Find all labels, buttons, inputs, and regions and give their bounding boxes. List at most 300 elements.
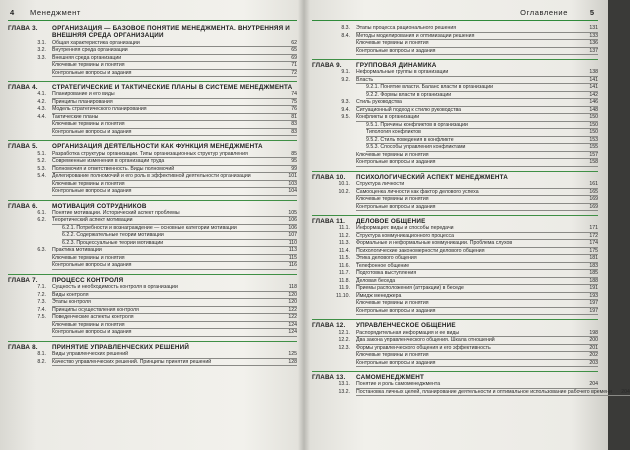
entry-page: 181 bbox=[580, 255, 598, 263]
running-title: Оглавление bbox=[520, 8, 568, 17]
toc-entry bbox=[8, 70, 297, 78]
toc-entry bbox=[312, 40, 598, 48]
toc-entry bbox=[312, 114, 598, 122]
entry-number bbox=[312, 360, 356, 368]
chapter-block bbox=[8, 341, 297, 366]
entry-number: 11.1. bbox=[338, 225, 350, 232]
entry-number bbox=[312, 137, 366, 145]
entry-page: 125 bbox=[279, 351, 297, 359]
toc-entry bbox=[8, 255, 297, 263]
entry-page: 81 bbox=[279, 114, 297, 122]
toc-entry bbox=[312, 255, 598, 263]
toc-entry bbox=[8, 129, 297, 137]
entry-number bbox=[8, 329, 52, 337]
entry-number bbox=[312, 92, 366, 100]
entry-page: 124 bbox=[279, 329, 297, 337]
table-of-contents-left bbox=[8, 23, 297, 366]
entry-page: 204 bbox=[612, 389, 630, 397]
toc-entry bbox=[8, 262, 297, 270]
toc-entry bbox=[312, 278, 598, 286]
entry-title: Делегирование полномочий и его роль в эффективной деятельности организации bbox=[52, 173, 279, 181]
entry-page: 146 bbox=[580, 99, 598, 107]
entry-number bbox=[8, 225, 62, 233]
entry-title: Качество управленческих решений. Принципы принятия решений bbox=[52, 359, 279, 367]
entry-title: Сущность и необходимость контроля в организации bbox=[52, 284, 279, 292]
chapter-heading bbox=[312, 374, 598, 381]
entry-page: 113 bbox=[279, 247, 297, 255]
entry-title: Принципы осуществления контроля bbox=[52, 307, 279, 315]
entry-number: 7.3. bbox=[37, 299, 46, 306]
entry-title: Контрольные вопросы и задания bbox=[356, 308, 580, 316]
chapter-label: ГЛАВА 11. bbox=[312, 218, 346, 226]
entry-number bbox=[8, 232, 62, 240]
entry-number: 6.1. bbox=[37, 209, 46, 216]
entry-page: 120 bbox=[279, 292, 297, 300]
entry-number: 7.2. bbox=[37, 291, 46, 298]
chapter-label: ГЛАВА 12. bbox=[312, 322, 346, 330]
entry-title: Контрольные вопросы и задания bbox=[356, 204, 580, 212]
entry-title: Контрольные вопросы и задания bbox=[52, 70, 279, 78]
entry-number bbox=[312, 144, 366, 152]
toc-entry bbox=[8, 47, 297, 55]
entry-number: 7.1. bbox=[37, 284, 46, 291]
entry-title: Ключевые термины и понятия bbox=[356, 40, 580, 48]
entry-page: 71 bbox=[279, 62, 297, 70]
toc-entry bbox=[312, 181, 598, 189]
entry-title: Этика делового общения bbox=[356, 255, 580, 263]
entry-page: 136 bbox=[580, 40, 598, 48]
entry-number: 5.3. bbox=[37, 165, 46, 172]
entry-title: Современные изменения в организации труда bbox=[52, 158, 279, 166]
entry-page: 105 bbox=[279, 210, 297, 218]
entry-number: 11.6. bbox=[338, 262, 350, 269]
entry-number bbox=[312, 196, 356, 204]
entry-page: 198 bbox=[580, 330, 598, 338]
toc-entry bbox=[312, 69, 598, 77]
entry-title: Подготовка выступления bbox=[356, 270, 580, 278]
entry-page: 103 bbox=[279, 181, 297, 189]
entry-page: 169 bbox=[580, 204, 598, 212]
toc-entry bbox=[312, 196, 598, 204]
toc-entry bbox=[8, 106, 297, 114]
entry-page: 185 bbox=[580, 270, 598, 278]
entry-number: 13.2. bbox=[338, 388, 350, 395]
chapter-label: ГЛАВА 4. bbox=[8, 84, 38, 92]
left-page bbox=[8, 6, 297, 444]
entry-number bbox=[8, 262, 52, 270]
page-number: 5 bbox=[589, 8, 594, 17]
entry-number: 12.1. bbox=[338, 329, 350, 336]
toc-entry bbox=[8, 232, 297, 240]
chapter-block bbox=[8, 200, 297, 270]
toc-entry bbox=[8, 329, 297, 337]
entry-number bbox=[8, 62, 52, 70]
entry-title: Ключевые термины и понятия bbox=[52, 62, 279, 70]
entry-title: Этапы контроля bbox=[52, 299, 279, 307]
entry-number bbox=[8, 322, 52, 330]
entry-number bbox=[312, 152, 356, 160]
chapter-label: ГЛАВА 6. bbox=[8, 202, 38, 210]
entry-page: 150 bbox=[580, 114, 598, 122]
entry-number bbox=[312, 129, 366, 137]
entry-title: 9.5.1. Причины конфликтов в организации bbox=[366, 122, 580, 130]
entry-title: Телефонное общение bbox=[356, 263, 580, 271]
entry-title: Полномочия и ответственность. Виды полномочий bbox=[52, 166, 279, 174]
entry-title: Контрольные вопросы и задания bbox=[52, 262, 279, 270]
entry-title: Понятие мотивации. Исторический аспект проблемы bbox=[52, 210, 279, 218]
entry-title: Ключевые термины и понятия bbox=[52, 181, 279, 189]
entry-page: 150 bbox=[580, 122, 598, 130]
entry-title: Принципы планирования bbox=[52, 99, 279, 107]
entry-number: 8.4. bbox=[341, 32, 350, 39]
entry-number: 9.5. bbox=[341, 114, 350, 121]
entry-page: 115 bbox=[279, 255, 297, 263]
toc-entry bbox=[8, 225, 297, 233]
toc-entry bbox=[312, 25, 598, 33]
chapter-label: ГЛАВА 5. bbox=[8, 143, 38, 151]
chapter-label: ГЛАВА 3. bbox=[8, 25, 38, 32]
entry-number bbox=[312, 300, 356, 308]
chapter-label: ГЛАВА 7. bbox=[8, 276, 38, 284]
toc-entry bbox=[312, 92, 598, 100]
entry-title: Практика мотивации bbox=[52, 247, 279, 255]
entry-title: Неформальные группы в организации bbox=[356, 69, 580, 77]
entry-page: 118 bbox=[279, 284, 297, 292]
toc-entry bbox=[312, 263, 598, 271]
entry-number: 8.2. bbox=[37, 358, 46, 365]
entry-title: Самооценка личности как фактор делового успеха bbox=[356, 189, 580, 197]
toc-entry bbox=[8, 247, 297, 255]
entry-page: 191 bbox=[580, 285, 598, 293]
entry-title: Деловая беседа bbox=[356, 278, 580, 286]
toc-entry bbox=[312, 77, 598, 85]
toc-entry bbox=[312, 240, 598, 248]
chapter-heading bbox=[8, 344, 297, 351]
toc-entry bbox=[8, 299, 297, 307]
left-page-header bbox=[8, 6, 297, 21]
entry-title: Власть bbox=[356, 77, 580, 85]
entry-number: 12.2. bbox=[338, 337, 350, 344]
entry-page: 83 bbox=[279, 129, 297, 137]
toc-entry bbox=[8, 158, 297, 166]
entry-page: 200 bbox=[580, 337, 598, 345]
chapter-heading bbox=[8, 203, 297, 210]
entry-page: 131 bbox=[580, 25, 598, 33]
entry-page: 157 bbox=[580, 152, 598, 160]
entry-title: Формальные и неформальные коммуникации. Проблема слухов bbox=[356, 240, 580, 248]
toc-entry bbox=[8, 351, 297, 359]
entry-number: 6.3. bbox=[37, 247, 46, 254]
entry-page: 65 bbox=[279, 47, 297, 55]
entry-number: 7.4. bbox=[37, 306, 46, 313]
entry-title: Психологические закономерности делового общения bbox=[356, 248, 580, 256]
entry-number bbox=[312, 352, 356, 360]
entry-title: Ситуационный подход к стилю руководства bbox=[356, 107, 580, 115]
toc-entry bbox=[312, 48, 598, 56]
toc-entry bbox=[8, 322, 297, 330]
entry-page: 75 bbox=[279, 99, 297, 107]
entry-number: 3.3. bbox=[37, 54, 46, 61]
toc-entry bbox=[312, 137, 598, 145]
entry-number: 10.1. bbox=[338, 181, 350, 188]
entry-page: 171 bbox=[580, 225, 598, 233]
entry-number: 9.1. bbox=[341, 69, 350, 76]
entry-title: 6.2.1. Потребности и вознаграждение — основные категории мотивации bbox=[62, 225, 279, 233]
entry-number: 5.1. bbox=[37, 150, 46, 157]
entry-number bbox=[312, 204, 356, 212]
entry-title: Два закона управленческого общения. Шкала отношений bbox=[356, 337, 580, 345]
entry-number bbox=[312, 84, 366, 92]
chapter-block bbox=[8, 140, 297, 195]
entry-title: Распорядительная информация и ее виды bbox=[356, 330, 580, 338]
entry-page: 85 bbox=[279, 151, 297, 159]
entry-number: 9.4. bbox=[341, 106, 350, 113]
entry-number bbox=[312, 159, 356, 167]
entry-title: 9.5.2. Стиль поведения в конфликте bbox=[366, 137, 580, 145]
entry-page: 76 bbox=[279, 106, 297, 114]
entry-page: 155 bbox=[580, 144, 598, 152]
entry-title: Ключевые термины и понятия bbox=[356, 152, 580, 160]
entry-title: Разработка структуры организации. Типы организационных структур управления bbox=[52, 151, 279, 159]
entry-title: Контрольные вопросы и задания bbox=[356, 159, 580, 167]
entry-number: 8.1. bbox=[37, 351, 46, 358]
chapter-label: ГЛАВА 10. bbox=[312, 173, 346, 181]
entry-number: 11.3. bbox=[338, 240, 350, 247]
chapter-title: ПРОЦЕСС КОНТРОЛЯ bbox=[52, 276, 124, 284]
entry-page: 101 bbox=[279, 173, 297, 181]
table-of-contents-right bbox=[312, 23, 630, 396]
toc-entry bbox=[312, 293, 598, 301]
entry-page: 95 bbox=[279, 158, 297, 166]
toc-entry bbox=[312, 381, 598, 389]
entry-title: Стиль руководства bbox=[356, 99, 580, 107]
entry-title: Структура личности bbox=[356, 181, 580, 189]
entry-number: 13.1. bbox=[338, 381, 350, 388]
entry-title: Поведенческие аспекты контроля bbox=[52, 314, 279, 322]
chapter-heading bbox=[8, 143, 297, 150]
toc-entry bbox=[312, 270, 598, 278]
entry-page: 74 bbox=[279, 91, 297, 99]
entry-page: 172 bbox=[580, 233, 598, 241]
entry-number bbox=[8, 181, 52, 189]
toc-entry bbox=[312, 300, 598, 308]
toc-entry bbox=[312, 233, 598, 241]
entry-page: 165 bbox=[580, 189, 598, 197]
toc-entry bbox=[8, 307, 297, 315]
entry-number bbox=[8, 70, 52, 78]
entry-title: 6.2.2. Содержательные теории мотивации bbox=[62, 232, 279, 240]
entry-page: 174 bbox=[580, 240, 598, 248]
chapter-heading bbox=[312, 62, 598, 69]
chapter-block bbox=[312, 319, 598, 367]
entry-title: Контрольные вопросы и задания bbox=[356, 48, 580, 56]
chapter-block bbox=[8, 274, 297, 337]
toc-entry bbox=[312, 204, 598, 212]
entry-number bbox=[8, 129, 52, 137]
entry-number: 11.10. bbox=[335, 292, 350, 299]
entry-number bbox=[8, 240, 62, 248]
entry-title: Тактические планы bbox=[52, 114, 279, 122]
chapter-title: ДЕЛОВОЕ ОБЩЕНИЕ bbox=[356, 218, 426, 226]
entry-number: 11.8. bbox=[338, 277, 350, 284]
entry-page: 150 bbox=[580, 129, 598, 137]
entry-page: 161 bbox=[580, 181, 598, 189]
chapter-block bbox=[312, 59, 598, 167]
entry-title: Имидж менеджера bbox=[356, 293, 580, 301]
entry-number: 3.1. bbox=[37, 39, 46, 46]
entry-page: 104 bbox=[279, 188, 297, 196]
chapter-block bbox=[312, 215, 598, 315]
toc-entry bbox=[312, 248, 598, 256]
entry-title: Контрольные вопросы и задания bbox=[52, 329, 279, 337]
chapter-title: СТРАТЕГИЧЕСКИЕ И ТАКТИЧЕСКИЕ ПЛАНЫ В СИСТЕМЕ МЕНЕДЖМЕНТА bbox=[52, 84, 293, 92]
toc-entry bbox=[312, 107, 598, 115]
toc-entry bbox=[8, 173, 297, 181]
running-title: Менеджмент bbox=[30, 8, 81, 17]
chapter-heading bbox=[8, 25, 297, 40]
entry-page: 107 bbox=[279, 232, 297, 240]
entry-title: Контрольные вопросы и задания bbox=[52, 129, 279, 137]
page-number: 4 bbox=[10, 8, 15, 17]
toc-entry bbox=[312, 360, 598, 368]
chapter-heading bbox=[312, 322, 598, 329]
toc-entry bbox=[8, 55, 297, 63]
entry-number: 9.2. bbox=[341, 76, 350, 83]
entry-page: 141 bbox=[580, 77, 598, 85]
entry-title: Планирование и его виды bbox=[52, 91, 279, 99]
entry-number: 11.9. bbox=[338, 285, 350, 292]
toc-entry bbox=[312, 122, 598, 130]
entry-title: Виды управленческих решений bbox=[52, 351, 279, 359]
entry-number bbox=[312, 48, 356, 56]
entry-title: Контрольные вопросы и задания bbox=[356, 360, 580, 368]
toc-entry bbox=[312, 144, 598, 152]
entry-title: Модель стратегического планирования bbox=[52, 106, 279, 114]
toc-entry bbox=[312, 99, 598, 107]
entry-page: 153 bbox=[580, 137, 598, 145]
entry-page: 120 bbox=[279, 299, 297, 307]
chapter-heading bbox=[312, 218, 598, 225]
entry-title: Конфликты в организации bbox=[356, 114, 580, 122]
toc-entry bbox=[8, 151, 297, 159]
entry-number: 3.2. bbox=[37, 47, 46, 54]
toc-entry bbox=[312, 352, 598, 360]
entry-page: 175 bbox=[580, 248, 598, 256]
toc-entry bbox=[8, 121, 297, 129]
entry-number: 5.4. bbox=[37, 173, 46, 180]
toc-entry bbox=[8, 40, 297, 48]
entry-number: 11.4. bbox=[338, 247, 350, 254]
entry-number bbox=[312, 308, 356, 316]
toc-entry bbox=[312, 225, 598, 233]
entry-page: 99 bbox=[279, 166, 297, 174]
chapter-block bbox=[312, 371, 630, 396]
chapter-title: ОРГАНИЗАЦИЯ ДЕЯТЕЛЬНОСТИ КАК ФУНКЦИЯ МЕНЕДЖМЕНТА bbox=[52, 143, 263, 151]
chapter-heading bbox=[8, 277, 297, 284]
chapter-label: ГЛАВА 13. bbox=[312, 374, 346, 382]
entry-title: Ключевые термины и понятия bbox=[52, 322, 279, 330]
entry-number: 8.3. bbox=[341, 25, 350, 31]
entry-number: 9.3. bbox=[341, 99, 350, 106]
toc-entry bbox=[8, 181, 297, 189]
entry-page: 133 bbox=[580, 33, 598, 41]
toc-entry bbox=[8, 314, 297, 322]
toc-entry bbox=[312, 84, 598, 92]
entry-title: 9.5.3. Способы управления конфликтами bbox=[366, 144, 580, 152]
entry-title: Виды контроля bbox=[52, 292, 279, 300]
toc-entry bbox=[312, 337, 598, 345]
entry-title: Понятие и роль самоменеджмента bbox=[356, 381, 580, 389]
entry-number: 7.5. bbox=[37, 314, 46, 321]
entry-page: 110 bbox=[279, 240, 297, 248]
entry-title: 9.2.2. Формы власти в организации bbox=[366, 92, 580, 100]
entry-page: 193 bbox=[580, 293, 598, 301]
entry-number: 4.2. bbox=[37, 98, 46, 105]
chapter-title: САМОМЕНЕДЖМЕНТ bbox=[356, 374, 425, 382]
entry-page: 197 bbox=[580, 300, 598, 308]
entry-number: 11.2. bbox=[338, 232, 350, 239]
entry-number: 6.2. bbox=[37, 217, 46, 224]
entry-page: 137 bbox=[580, 48, 598, 56]
toc-entry bbox=[312, 189, 598, 197]
chapter-block bbox=[8, 23, 297, 77]
entry-title: Типология конфликтов bbox=[366, 129, 580, 137]
entry-page: 106 bbox=[279, 217, 297, 225]
toc-entry bbox=[312, 345, 598, 353]
chapter-title: ГРУППОВАЯ ДИНАМИКА bbox=[356, 62, 437, 69]
entry-page: 62 bbox=[279, 40, 297, 48]
chapter-block bbox=[312, 171, 598, 211]
entry-page: 202 bbox=[580, 352, 598, 360]
entry-number: 11.7. bbox=[338, 270, 350, 277]
entry-number: 11.5. bbox=[338, 255, 350, 262]
right-page-header bbox=[312, 6, 598, 21]
entry-page: 128 bbox=[279, 359, 297, 367]
chapter-block bbox=[8, 81, 297, 136]
entry-title: Этапы процесса рационального решения bbox=[356, 25, 580, 33]
entry-page: 69 bbox=[279, 55, 297, 63]
entry-title: Методы моделирования и оптимизации решения bbox=[356, 33, 580, 41]
entry-number: 4.1. bbox=[37, 91, 46, 98]
entry-page: 106 bbox=[279, 225, 297, 233]
entry-page: 183 bbox=[580, 263, 598, 271]
entry-page: 197 bbox=[580, 308, 598, 316]
toc-entry bbox=[8, 359, 297, 367]
toc-entry bbox=[8, 240, 297, 248]
entry-title: 9.2.1. Понятие власти. Баланс власти в организации bbox=[366, 84, 580, 92]
entry-page: 122 bbox=[279, 314, 297, 322]
chapter-block bbox=[312, 23, 598, 55]
entry-page: 83 bbox=[279, 121, 297, 129]
toc-entry bbox=[8, 188, 297, 196]
entry-page: 201 bbox=[580, 345, 598, 353]
entry-title: 6.2.3. Процессуальные теории мотивации bbox=[62, 240, 279, 248]
entry-title: Контрольные вопросы и задания bbox=[52, 188, 279, 196]
entry-number: 5.2. bbox=[37, 158, 46, 165]
entry-title: Ключевые термины и понятия bbox=[356, 300, 580, 308]
toc-entry bbox=[8, 99, 297, 107]
entry-title: Информация: виды и способы передачи bbox=[356, 225, 580, 233]
entry-page: 141 bbox=[580, 84, 598, 92]
toc-entry bbox=[312, 159, 598, 167]
entry-page: 158 bbox=[580, 159, 598, 167]
chapter-title: МОТИВАЦИЯ СОТРУДНИКОВ bbox=[52, 202, 147, 210]
entry-title: Постановка личных целей, планирование деятельности и оптимальное использование рабочего времени bbox=[356, 388, 612, 395]
entry-number bbox=[8, 121, 52, 129]
entry-page: 203 bbox=[580, 360, 598, 368]
entry-title: Приемы расположения (аттракции) в беседе bbox=[356, 285, 580, 293]
entry-page: 142 bbox=[580, 92, 598, 100]
